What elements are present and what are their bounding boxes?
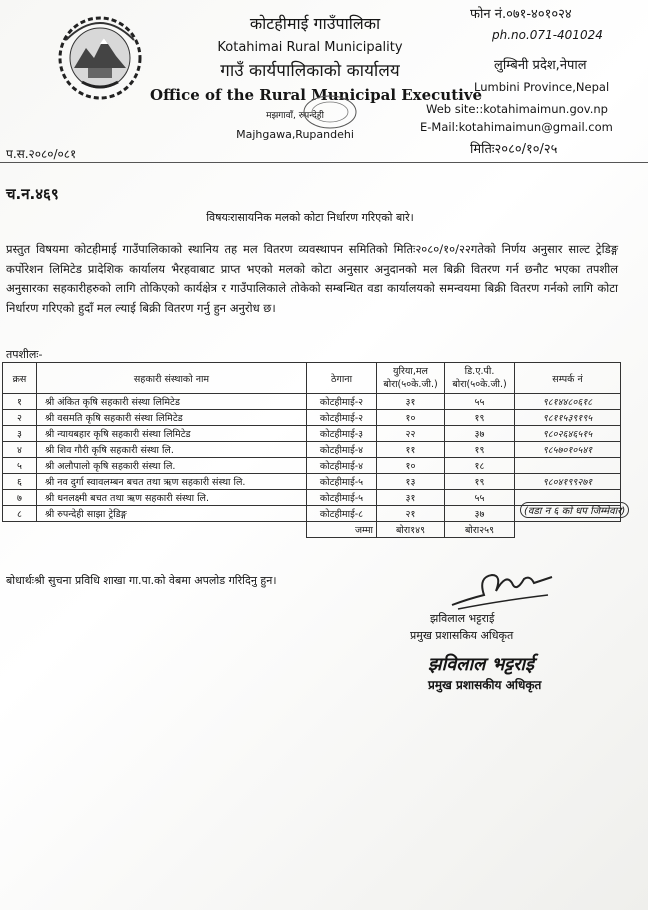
row-dap: ३७: [445, 426, 515, 442]
row-name: श्री अलौपालो कृषि सहकारी संस्था लि.: [37, 458, 307, 474]
row-address: कोटहीमाई-२: [307, 394, 377, 410]
exec-office-nepali: गाउँ कार्यपालिकाको कार्यालय: [220, 61, 400, 81]
total-dap: बोरा२५९: [445, 522, 515, 538]
row-name: श्री अंकित कृषि सहकारी संस्था लिमिटेड: [37, 394, 307, 410]
row-address: कोटहीमाई-४: [307, 458, 377, 474]
office-name-nepali: कोटहीमाई गाउँपालिका: [249, 14, 381, 33]
row-sn: ५: [3, 458, 37, 474]
col-header-sn: क्रस: [3, 363, 37, 394]
letter-date: मितिः२०८०/१०/२५: [470, 142, 558, 157]
row-dap: ५५: [445, 394, 515, 410]
table-row: [3, 394, 621, 410]
email-link[interactable]: E-Mail:kotahimaimun@gmail.com: [420, 120, 613, 134]
row-name: श्री रुपन्देही साझा ट्रेडिङ्ग: [37, 506, 307, 522]
row-dap: १९: [445, 474, 515, 490]
table-row: [3, 410, 621, 426]
header-divider: [0, 162, 648, 163]
row-sn: ८: [3, 506, 37, 522]
table-row: [3, 442, 621, 458]
table-header-row: [3, 363, 621, 394]
row-contact: ९८०४१९९२७१: [515, 474, 621, 490]
details-label: तपशीलः-: [6, 348, 43, 361]
row-address: कोटहीमाई-३: [307, 426, 377, 442]
row-urea: १०: [377, 458, 445, 474]
reference-number: प.स.२०८०/०८१: [6, 147, 77, 161]
province-nepali: लुम्बिनी प्रदेश,नेपाल: [494, 58, 587, 73]
stamp-signatory-title: प्रमुख प्रशासकीय अधिकृत: [428, 678, 542, 692]
row-name: श्री शिव गौरी कृषि सहकारी संस्था लि.: [37, 442, 307, 458]
col-header-name: सहकारी संस्थाको नाम: [37, 363, 307, 394]
row-contact: ९८१४४८०६१८: [515, 394, 621, 410]
letter-body: प्रस्तुत विषयमा कोटहीमाई गाउँपालिकाको स्थानिय तह मल वितरण व्यवस्थापन समितिको मितिः२०८०/१०/२२गतेको निर्णय अनुसार साल्ट ट्रेडिङ्ग कर्पोरेशन लिमिटेड प्रादेशिक कार्यालय भैरहवाबाट प्राप्त भएको मलको कोटा अनुसार अनुदानको मल बिक्री वितरण गर्न छनौट भएका तपशील अनुसारका सहकारीहरुको लागि तोकिएको कार्यक्षेत्र र गाउँपालिकाले तोकेको सम्बन्धित वडा कार्यालयको समन्वयमा बिक्री वितरण गर्नको लागि कोटा निर्धारण गरिएको हुदाँ मल ल्याई बिक्री वितरण गर्नु हुन अनुरोध छ।: [6, 242, 618, 315]
row-dap: १८: [445, 458, 515, 474]
signatory-title: प्रमुख प्रशासकिय अधिकृत: [410, 629, 514, 642]
row-address: कोटहीमाई-८: [307, 506, 377, 522]
website-link[interactable]: Web site::kotahimaimun.gov.np: [426, 102, 608, 116]
row-sn: २: [3, 410, 37, 426]
stamp-signatory-name: झविलाल भट्टराई: [428, 654, 534, 675]
row-name: श्री धनलक्ष्मी बचत तथा ऋण सहकारी संस्था लि.: [37, 490, 307, 506]
row-sn: १: [3, 394, 37, 410]
ward-note-handwritten: (वडा न ६ को धप जिम्मेवार): [520, 502, 629, 518]
row-sn: ७: [3, 490, 37, 506]
row-contact: ९८०२६४६५१५: [515, 426, 621, 442]
row-address: कोटहीमाई-५: [307, 474, 377, 490]
phone-nepali: फोन नं.०७१-४०१०२४: [470, 7, 572, 22]
signatory-name: झविलाल भट्टराई: [430, 612, 495, 625]
row-urea: २२: [377, 426, 445, 442]
table-total-row: [3, 522, 621, 538]
office-seal-icon: [300, 92, 360, 132]
row-address: कोटहीमाई-२: [307, 410, 377, 426]
table-row: [3, 458, 621, 474]
letter-subject: विषयःरासायनिक मलको कोटा निर्धारण गरिएको बारे।: [206, 211, 414, 224]
row-name: श्री न्यायबहार कृषि सहकारी संस्था लिमिटेड: [37, 426, 307, 442]
exec-office-english: Office of the Rural Municipal Executive: [150, 86, 483, 104]
col-header-dap: डि.ए.पी. बोरा(५०के.जी.): [445, 363, 515, 394]
cc-note: बोधार्थःश्री सुचना प्रविधि शाखा गा.पा.को वेबमा अपलोड गरिदिनु हुन।: [6, 574, 277, 587]
row-sn: ६: [3, 474, 37, 490]
col-header-contact: सम्पर्क नं: [515, 363, 621, 394]
row-contact: ९८११५३९१९५: [515, 410, 621, 426]
row-sn: ४: [3, 442, 37, 458]
row-urea: १३: [377, 474, 445, 490]
row-name: श्री नव दुर्गा स्वावलम्बन बचत तथा ऋण सहकारी संस्था लि.: [37, 474, 307, 490]
row-urea: ३१: [377, 394, 445, 410]
office-name-english: Kotahimai Rural Municipality: [217, 40, 403, 55]
signature-icon: [448, 565, 558, 613]
row-dap: ३७: [445, 506, 515, 522]
table-row: [3, 474, 621, 490]
row-urea: २१: [377, 506, 445, 522]
row-contact: ९८५७०१०५४१: [515, 442, 621, 458]
total-urea: बोरा१४९: [377, 522, 445, 538]
total-label: जम्मा: [307, 522, 377, 538]
row-contact: [515, 458, 621, 474]
province-english: Lumbini Province,Nepal: [474, 80, 610, 94]
phone-english: ph.no.071-401024: [492, 28, 603, 42]
row-dap: १९: [445, 410, 515, 426]
row-address: कोटहीमाई-४: [307, 442, 377, 458]
row-sn: ३: [3, 426, 37, 442]
row-address: कोटहीमाई-५: [307, 490, 377, 506]
table-row: [3, 426, 621, 442]
row-name: श्री वसमति कृषि सहकारी संस्था लिमिटेड: [37, 410, 307, 426]
address-english: Majhgawa,Rupandehi: [236, 128, 354, 141]
col-header-urea: युरिया,मल बोरा(५०के.जी.): [377, 363, 445, 394]
row-urea: १०: [377, 410, 445, 426]
nepal-emblem-logo: [52, 10, 148, 106]
row-dap: १९: [445, 442, 515, 458]
col-header-address: ठेगाना: [307, 363, 377, 394]
row-urea: ११: [377, 442, 445, 458]
row-dap: ५५: [445, 490, 515, 506]
address-nepali: मझगावाँ, रुपन्देही: [266, 111, 324, 121]
row-urea: ३१: [377, 490, 445, 506]
dispatch-number: च.न.४६९: [6, 185, 59, 203]
